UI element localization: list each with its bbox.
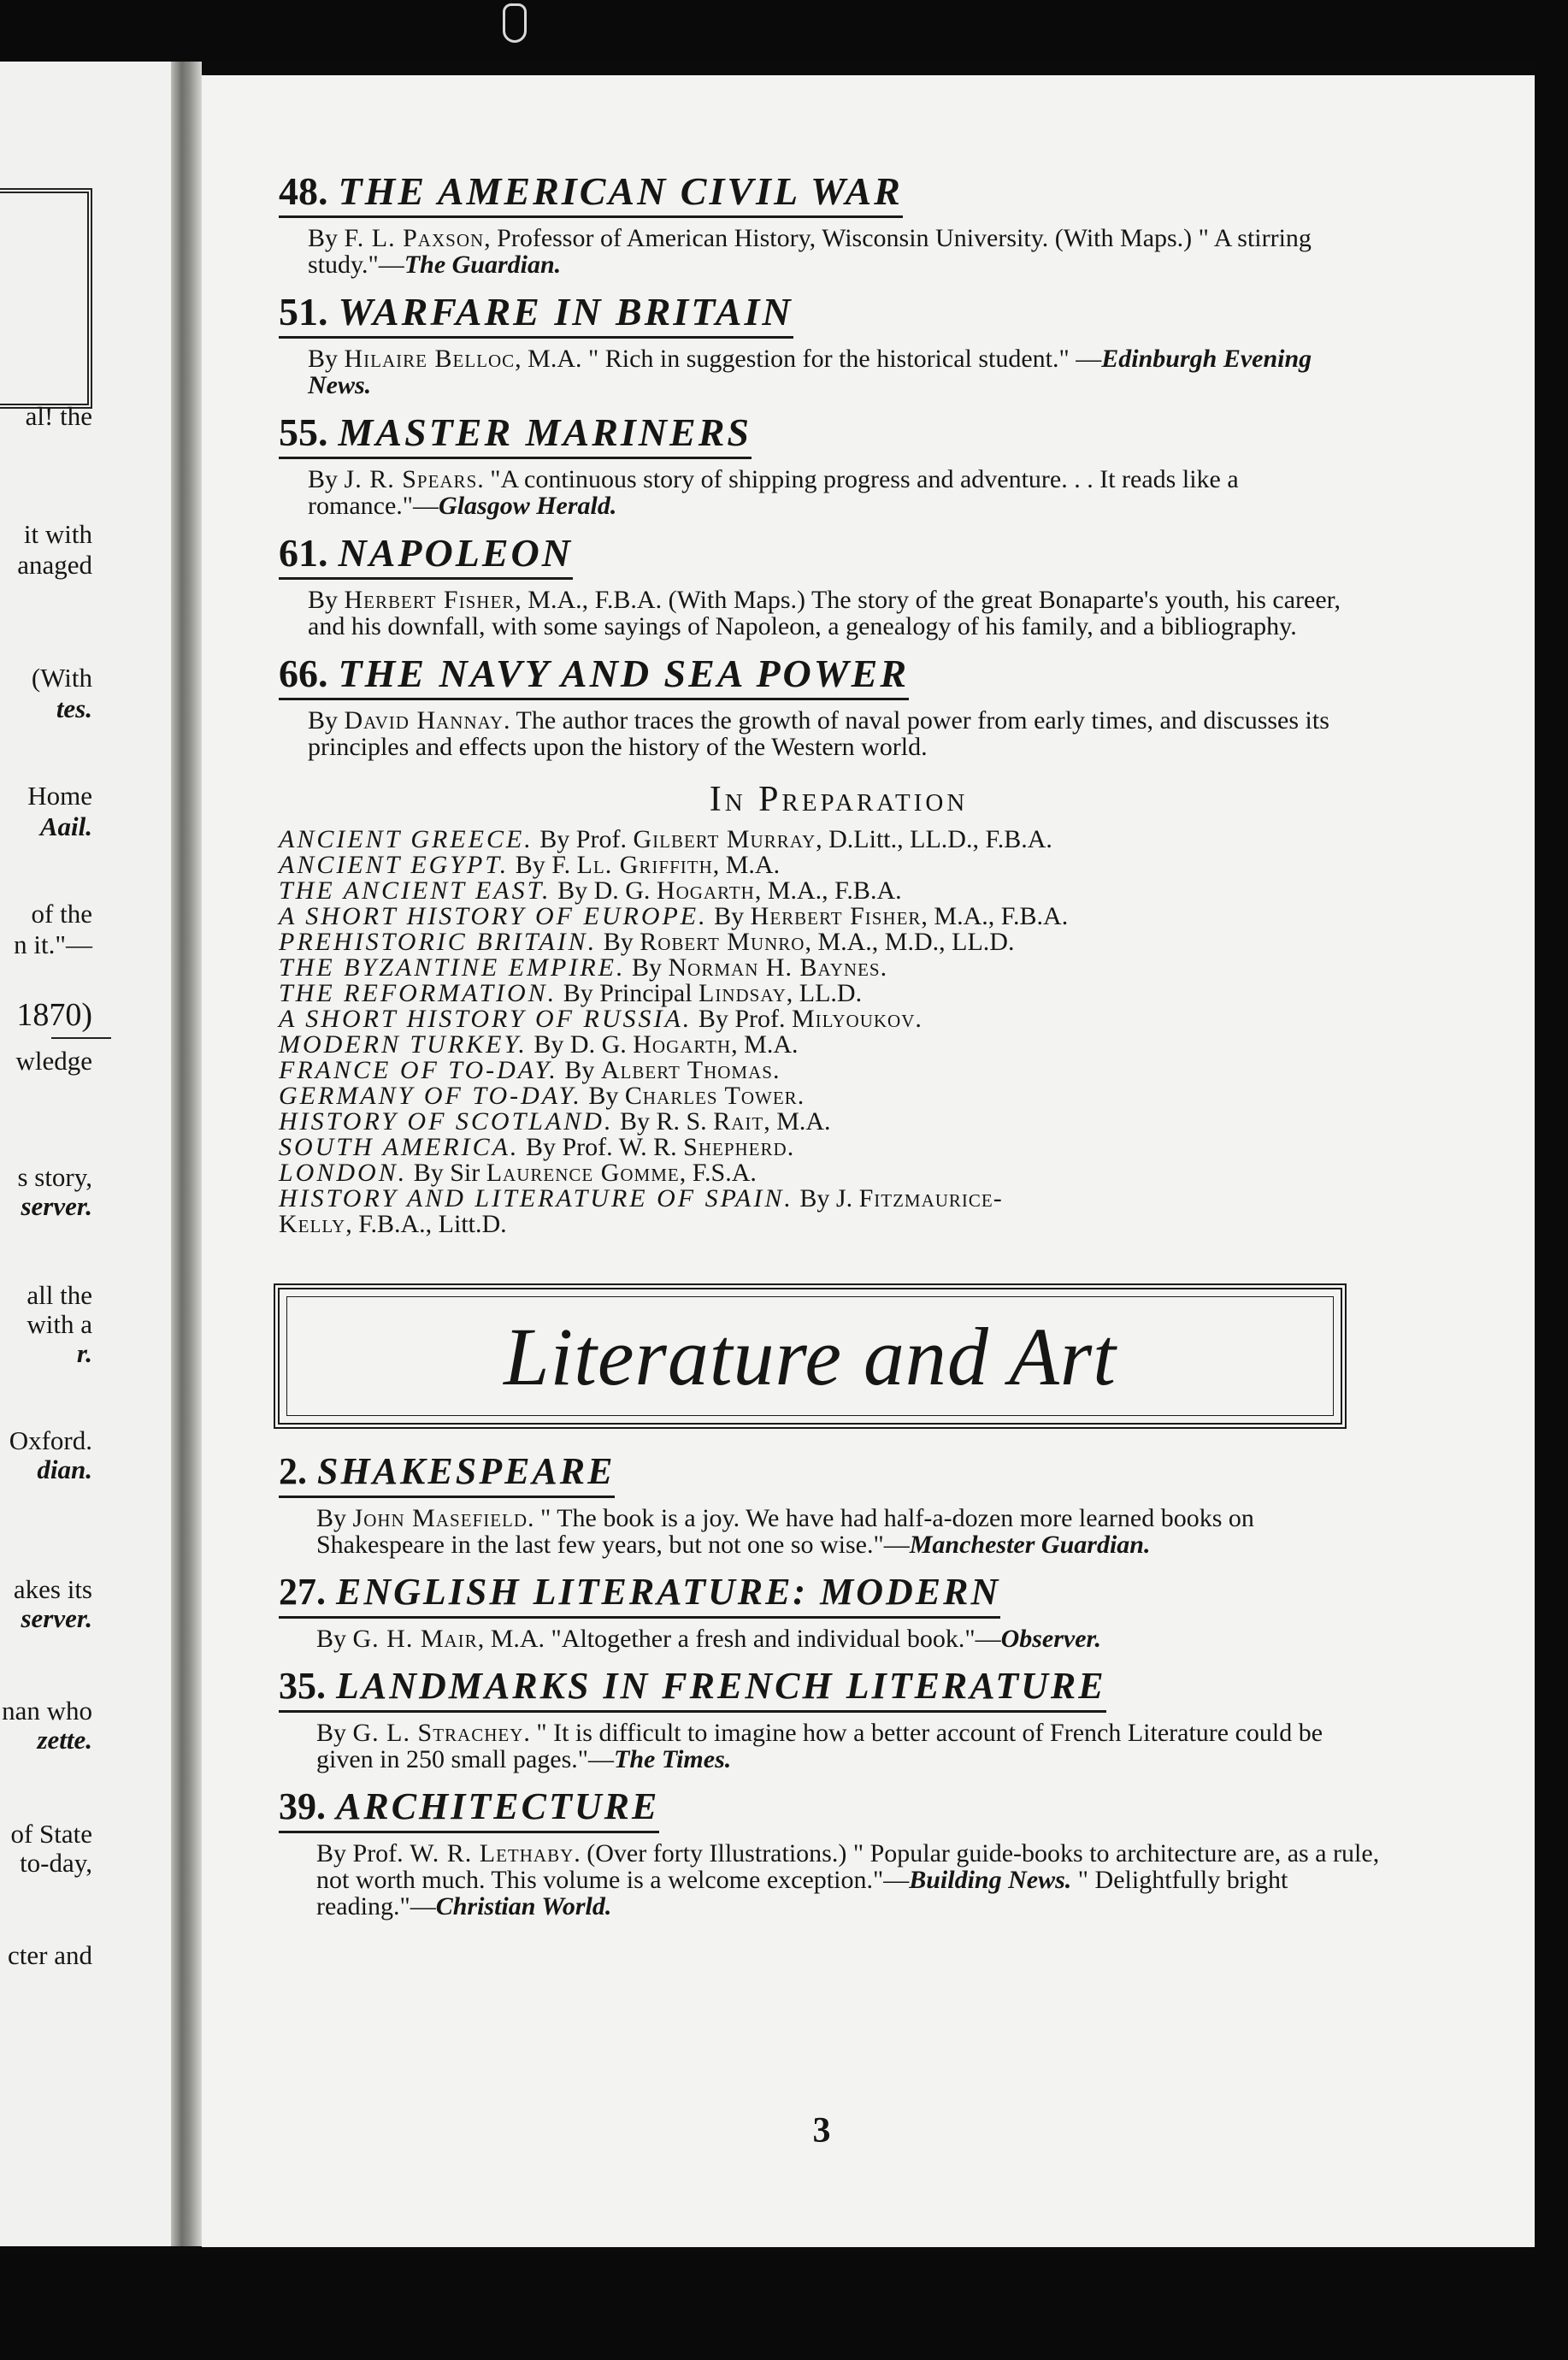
- left-page-text: server.: [21, 1603, 92, 1633]
- review-source: The Times.: [614, 1745, 732, 1773]
- page-number: 3: [812, 2111, 831, 2151]
- left-page-text: n it."—: [14, 929, 92, 959]
- entry-description: By John Masefield. " The book is a joy. We have had half-a-dozen more learned books on Shakespeare in the last few years, but not one so wise."—Manchester Guardian.: [316, 1504, 1254, 1559]
- section-heading-box: [274, 1283, 1347, 1429]
- review-source: Manchester Guardian.: [909, 1531, 1151, 1559]
- left-page-text: it with: [23, 519, 92, 549]
- left-page-text: Oxford.: [9, 1425, 92, 1455]
- left-page-text: s story,: [17, 1162, 92, 1192]
- catalogue-entry: [279, 531, 1365, 640]
- entry-description: By Hilaire Belloc, M.A. " Rich in suggestion for the historical student." —Edinburgh Evening News.: [308, 345, 1312, 399]
- review-source: Building News.: [909, 1866, 1072, 1894]
- list-item: A SHORT HISTORY OF RUSSIA. By Prof. Milyoukov.: [279, 1005, 922, 1033]
- left-page-text: of State: [10, 1819, 92, 1849]
- entry-description: By David Hannay. The author traces the growth of naval power from early times, and discusses its principles and effects upon the history of the Western world.: [308, 706, 1329, 761]
- left-page-text: Home: [27, 781, 92, 811]
- list-item: HISTORY AND LITERATURE OF SPAIN. By J. Fitzmaurice-: [279, 1184, 1003, 1212]
- list-item: Kelly, F.B.A., Litt.D.: [279, 1210, 507, 1238]
- left-page-text: akes its: [13, 1574, 92, 1604]
- left-page-text: server.: [21, 1191, 92, 1221]
- list-item: MODERN TURKEY. By D. G. Hogarth, M.A.: [279, 1030, 799, 1059]
- list-item: ANCIENT EGYPT. By F. Ll. Griffith, M.A.: [279, 851, 781, 879]
- left-page-text: tes.: [56, 693, 92, 723]
- left-page-text: al! the: [25, 401, 92, 431]
- left-page-text: (With: [31, 663, 92, 693]
- review-source: Edinburgh Evening News.: [308, 345, 1312, 399]
- book-page: [202, 75, 1535, 2247]
- left-page-text: zette.: [37, 1725, 92, 1755]
- list-item: HISTORY OF SCOTLAND. By R. S. Rait, M.A.: [279, 1107, 831, 1136]
- entry-description: By G. H. Mair, M.A. "Altogether a fresh and individual book."—Observer.: [316, 1625, 1102, 1653]
- entry-title: 51. WARFARE IN BRITAIN: [279, 290, 793, 339]
- review-source: The Guardian.: [404, 251, 562, 279]
- entry-description: By F. L. Paxson, Professor of American History, Wisconsin University. (With Maps.) " A stirring study."—The Guardian.: [308, 224, 1312, 279]
- book-gutter: [171, 62, 202, 2246]
- entry-title: 61. NAPOLEON: [279, 531, 573, 580]
- left-page-text: cter and: [8, 1940, 92, 1970]
- entry-description: By J. R. Spears. "A continuous story of shipping progress and adventure. . . It reads like a romance."—Glasgow Herald.: [308, 465, 1239, 520]
- entry-author: Herbert Fisher: [344, 586, 516, 614]
- entry-title: 66. THE NAVY AND SEA POWER: [279, 652, 909, 700]
- list-item: LONDON. By Sir Laurence Gomme, F.S.A.: [279, 1159, 757, 1187]
- left-page-text: r.: [76, 1338, 92, 1368]
- entry-author: G. L. Strachey: [352, 1719, 524, 1747]
- left-page-text: with a: [27, 1309, 92, 1339]
- catalogue-entry: [279, 169, 1365, 278]
- review-source: Glasgow Herald.: [439, 492, 617, 520]
- literature-section: [279, 1449, 1380, 1920]
- entry-description: By Herbert Fisher, M.A., F.B.A. (With Maps.) The story of the great Bonaparte's youth, his career, and his downfall, with some sayings of Napoleon, a genealogy of his family, and a bibliography.: [308, 586, 1341, 640]
- entry-author: Hilaire Belloc: [344, 345, 516, 373]
- scan-right-border: [1535, 60, 1568, 2360]
- entry-title: 27. ENGLISH LITERATURE: MODERN: [279, 1570, 1000, 1619]
- list-item: FRANCE OF TO-DAY. By Albert Thomas.: [279, 1056, 780, 1084]
- binder-clip-mark: [503, 3, 527, 43]
- entry-description: By Prof. W. R. Lethaby. (Over forty Illustrations.) " Popular guide-books to architecture are, as a rule, not worth much. This volume is a welcome exception."—Building News. " Delightfully bright reading."—Christian World.: [316, 1839, 1380, 1920]
- left-page-fragment: [0, 62, 171, 2246]
- list-item: PREHISTORIC BRITAIN. By Robert Munro, M.A., M.D., LL.D.: [279, 928, 1015, 956]
- entry-title: 55. MASTER MARINERS: [279, 410, 752, 459]
- page-content: [279, 169, 1380, 2151]
- entry-title: 48. THE AMERICAN CIVIL WAR: [279, 169, 903, 218]
- scan-bottom-border: [0, 2254, 1568, 2360]
- list-item: GERMANY OF TO-DAY. By Charles Tower.: [279, 1082, 805, 1110]
- review-source: Observer.: [1000, 1625, 1102, 1653]
- list-item: A SHORT HISTORY OF EUROPE. By Herbert Fisher, M.A., F.B.A.: [279, 902, 1069, 930]
- entry-author: W. R. Lethaby: [410, 1839, 575, 1867]
- entry-title: 2. SHAKESPEARE: [279, 1449, 615, 1498]
- left-page-framed-box: [0, 188, 92, 409]
- entry-title: 39. ARCHITECTURE: [279, 1785, 659, 1833]
- left-page-text: Aail.: [39, 811, 92, 841]
- in-preparation-heading: In Preparation: [709, 780, 969, 819]
- catalogue-entry: [279, 652, 1365, 760]
- entry-author: David Hannay: [344, 706, 504, 735]
- entry-author: G. H. Mair: [352, 1625, 478, 1653]
- list-item: THE REFORMATION. By Principal Lindsay, LL.D.: [279, 979, 863, 1007]
- left-page-text: anaged: [17, 550, 92, 580]
- entry-description: By G. L. Strachey. " It is difficult to imagine how a better account of French Literature could be given in 250 small pages."—The Times.: [316, 1719, 1323, 1773]
- scan-top-border: [0, 0, 1568, 60]
- left-page-text: dian.: [37, 1454, 92, 1484]
- list-item: ANCIENT GREECE. By Prof. Gilbert Murray, D.Litt., LL.D., F.B.A.: [279, 825, 1052, 853]
- entry-title: 35. LANDMARKS IN FRENCH LITERATURE: [279, 1664, 1106, 1713]
- entry-author: J. R. Spears: [344, 465, 478, 493]
- catalogue-entry: [279, 1785, 1380, 1920]
- catalogue-entry: [279, 290, 1365, 398]
- left-page-text: to-day,: [20, 1848, 92, 1878]
- left-page-text: nan who: [2, 1696, 92, 1726]
- list-item: THE BYZANTINE EMPIRE. By Norman H. Baynes.: [279, 953, 887, 982]
- left-page-text: all the: [27, 1280, 92, 1310]
- left-page-text: 1870): [16, 997, 92, 1033]
- review-source: Christian World.: [435, 1892, 612, 1920]
- left-page-text: wledge: [15, 1046, 92, 1076]
- catalogue-entry: [279, 1570, 1365, 1652]
- entry-author: John Masefield: [352, 1504, 528, 1532]
- in-preparation-list: [279, 827, 1365, 1237]
- left-page-rule: [51, 1037, 111, 1039]
- entry-author: F. L. Paxson: [344, 224, 485, 252]
- list-item: SOUTH AMERICA. By Prof. W. R. Shepherd.: [279, 1133, 794, 1161]
- left-page-text: of the: [31, 899, 92, 929]
- list-item: THE ANCIENT EAST. By D. G. Hogarth, M.A., F.B.A.: [279, 876, 902, 905]
- section-heading: Literature and Art: [504, 1310, 1117, 1402]
- catalogue-entry: [279, 1664, 1365, 1773]
- catalogue-entry: [279, 1449, 1365, 1558]
- catalogue-entry: [279, 410, 1365, 519]
